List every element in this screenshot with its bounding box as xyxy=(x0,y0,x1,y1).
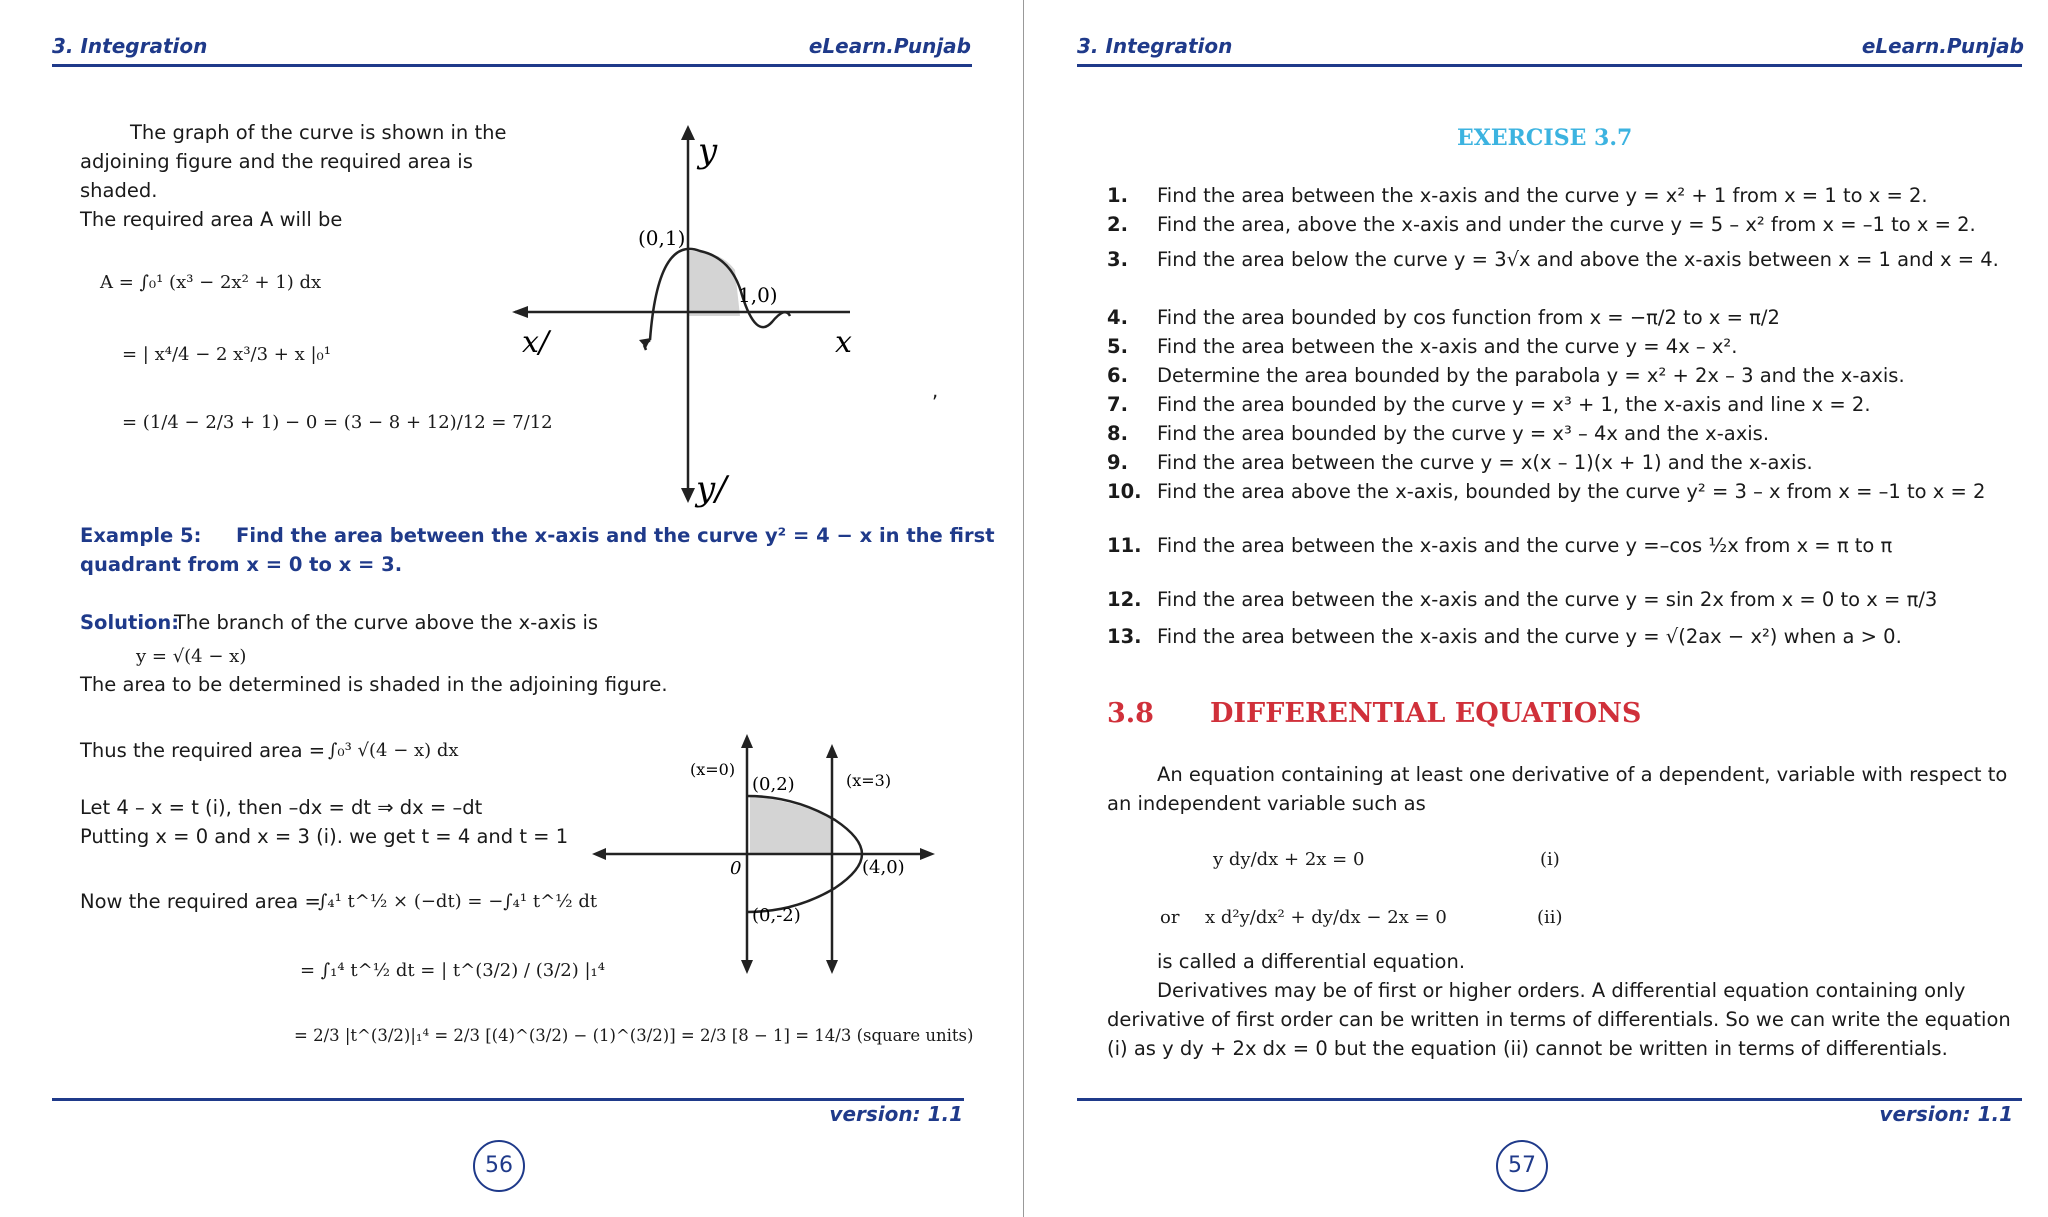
section-title: DIFFERENTIAL EQUATIONS xyxy=(1210,698,1642,729)
question-text: Determine the area bounded by the parabola y = x² + 2x – 3 and the x-axis. xyxy=(1157,364,1905,387)
question-text: Find the area between the x-axis and the curve y = √(2ax − x²) when a > 0. xyxy=(1157,625,1902,648)
question-text: Find the area between the curve y = x(x – 1)(x + 1) and the x-axis. xyxy=(1157,451,1813,474)
right-page xyxy=(1025,0,2048,1217)
now-text: Now the required area = xyxy=(80,890,321,913)
question-number: 8. xyxy=(1107,422,1128,445)
thus-text: Thus the required area = xyxy=(80,739,326,762)
question-text: Find the area bounded by the curve y = x³ – 4x and the x-axis. xyxy=(1157,422,1770,445)
intro-line-2: adjoining figure and the required area is xyxy=(80,150,473,173)
example-line-1: Find the area between the x-axis and the curve y² = 4 − x in the first xyxy=(236,524,995,547)
now-equation: ∫₄¹ t^½ × (−dt) = −∫₄¹ t^½ dt xyxy=(318,891,598,912)
diff-equation-1: y dy/dx + 2x = 0 xyxy=(1213,849,1365,870)
question-text: Find the area between the x-axis and the curve y = 4x – x². xyxy=(1157,335,1738,358)
solution-label: Solution: xyxy=(80,611,180,634)
x-axis-label: x xyxy=(835,325,852,360)
question-text: Find the area bounded by cos function from x = −π/2 to x = π/2 xyxy=(1157,306,1780,329)
solution-equation: y = √(4 − x) xyxy=(136,646,247,667)
footer-rule xyxy=(1077,1098,2022,1101)
question-text: Find the area between the x-axis and the curve y =–cos ½x from x = π to π xyxy=(1157,534,1893,557)
shaded-area-text: The area to be determined is shaded in the adjoining figure. xyxy=(80,673,668,696)
equation-2: = | x⁴/4 − 2 x³/3 + x |₀¹ xyxy=(122,344,331,365)
diff-equation-2-tag: (ii) xyxy=(1537,907,1563,928)
header-rule xyxy=(52,64,972,67)
curve-graph-2 xyxy=(590,730,940,975)
footer-version: version: 1.1 xyxy=(1879,1102,2013,1126)
question-number: 1. xyxy=(1107,184,1128,207)
origin-label: 0 xyxy=(730,858,742,879)
equation-step-2: = ∫₁⁴ t^½ dt = | t^(3/2) / (3/2) |₁⁴ xyxy=(300,960,605,981)
question-text: Find the area, above the x-axis and under the curve y = 5 – x² from x = –1 to x = 2. xyxy=(1157,213,1976,236)
question-number: 12. xyxy=(1107,588,1142,611)
diff-equation-2-prefix: or xyxy=(1160,907,1180,928)
equation-step-3: = 2/3 |t^(3/2)|₁⁴ = 2/3 [(4)^(3/2) − (1)^(3/2)] = 2/3 [8 − 1] = 14/3 (square units) xyxy=(294,1026,974,1045)
example-label: Example 5: xyxy=(80,524,202,547)
thus-equation: ∫₀³ √(4 − x) dx xyxy=(328,740,459,761)
equation-1: A = ∫₀¹ (x³ − 2x² + 1) dx xyxy=(100,272,322,293)
called-text: is called a differential equation. xyxy=(1157,950,1466,973)
para2-line-1: Derivatives may be of first or higher orders. A differential equation containing only xyxy=(1157,979,1966,1002)
question-number: 6. xyxy=(1107,364,1128,387)
example-line-2: quadrant from x = 0 to x = 3. xyxy=(80,553,403,576)
y-prime-label: y/ xyxy=(696,469,727,509)
putting-text: Putting x = 0 and x = 3 (i). we get t = 4 and t = 1 xyxy=(80,825,569,848)
x-prime-label: x/ xyxy=(522,325,550,360)
question-number: 10. xyxy=(1107,480,1142,503)
shaded-area-2 xyxy=(747,796,832,854)
page-number: 56 xyxy=(473,1140,525,1192)
curve-graph-1 xyxy=(510,120,860,510)
question-number: 7. xyxy=(1107,393,1128,416)
y-axis-label: y xyxy=(698,131,718,171)
para1-line-2: an independent variable such as xyxy=(1107,792,1426,815)
question-number: 4. xyxy=(1107,306,1128,329)
intro-line-1: The graph of the curve is shown in the xyxy=(130,121,507,144)
p02-label: (0,2) xyxy=(752,774,795,795)
section-number: 3.8 xyxy=(1107,698,1154,729)
question-text: Find the area above the x-axis, bounded by the curve y² = 3 – x from x = –1 to x = 2 xyxy=(1157,480,1986,503)
footer-rule xyxy=(52,1098,964,1101)
footer-version: version: 1.1 xyxy=(829,1102,963,1126)
question-text: Find the area below the curve y = 3√x and above the x-axis between x = 1 and x = 4. xyxy=(1157,248,1999,271)
intro-line-3: shaded. xyxy=(80,179,158,202)
pm2-label: (0,-2) xyxy=(752,905,801,926)
x0-label: (x=0) xyxy=(690,760,736,779)
question-number: 9. xyxy=(1107,451,1128,474)
page-number: 57 xyxy=(1496,1140,1548,1192)
para2-line-2: derivative of first order can be written in terms of differentials. So we can write the equation xyxy=(1107,1008,2011,1031)
question-number: 5. xyxy=(1107,335,1128,358)
header-chapter: 3. Integration xyxy=(52,34,208,58)
header-brand: eLearn.Punjab xyxy=(808,34,971,58)
solution-text: The branch of the curve above the x-axis is xyxy=(174,611,599,634)
diff-equation-1-tag: (i) xyxy=(1540,849,1560,870)
exercise-title: EXERCISE 3.7 xyxy=(1457,125,1633,151)
equation-3: = (1/4 − 2/3 + 1) − 0 = (3 − 8 + 12)/12 = 7/12 xyxy=(122,412,553,433)
shaded-area-1 xyxy=(688,251,740,316)
x3-label: (x=3) xyxy=(846,771,892,790)
para1-line-1: An equation containing at least one derivative of a dependent, variable with respect to xyxy=(1157,763,2008,786)
stray-mark: , xyxy=(932,379,939,402)
header-rule xyxy=(1077,64,2022,67)
question-number: 11. xyxy=(1107,534,1142,557)
intro-line-4: The required area A will be xyxy=(80,208,343,231)
question-text: Find the area between the x-axis and the curve y = sin 2x from x = 0 to x = π/3 xyxy=(1157,588,1938,611)
question-number: 13. xyxy=(1107,625,1142,648)
point-label-10: 1,0) xyxy=(738,283,778,307)
question-number: 3. xyxy=(1107,248,1128,271)
header-brand: eLearn.Punjab xyxy=(1861,34,2024,58)
header-chapter: 3. Integration xyxy=(1077,34,1233,58)
let-text: Let 4 – x = t (i), then –dx = dt ⇒ dx = –dt xyxy=(80,796,483,819)
para2-line-3: (i) as y dy + 2x dx = 0 but the equation (ii) cannot be written in terms of differentials. xyxy=(1107,1037,1948,1060)
question-text: Find the area bounded by the curve y = x³ + 1, the x-axis and line x = 2. xyxy=(1157,393,1871,416)
point-label-01: (0,1) xyxy=(638,226,686,250)
diff-equation-2: x d²y/dx² + dy/dx − 2x = 0 xyxy=(1205,907,1447,928)
question-text: Find the area between the x-axis and the curve y = x² + 1 from x = 1 to x = 2. xyxy=(1157,184,1928,207)
p40-label: (4,0) xyxy=(862,857,905,878)
question-number: 2. xyxy=(1107,213,1128,236)
